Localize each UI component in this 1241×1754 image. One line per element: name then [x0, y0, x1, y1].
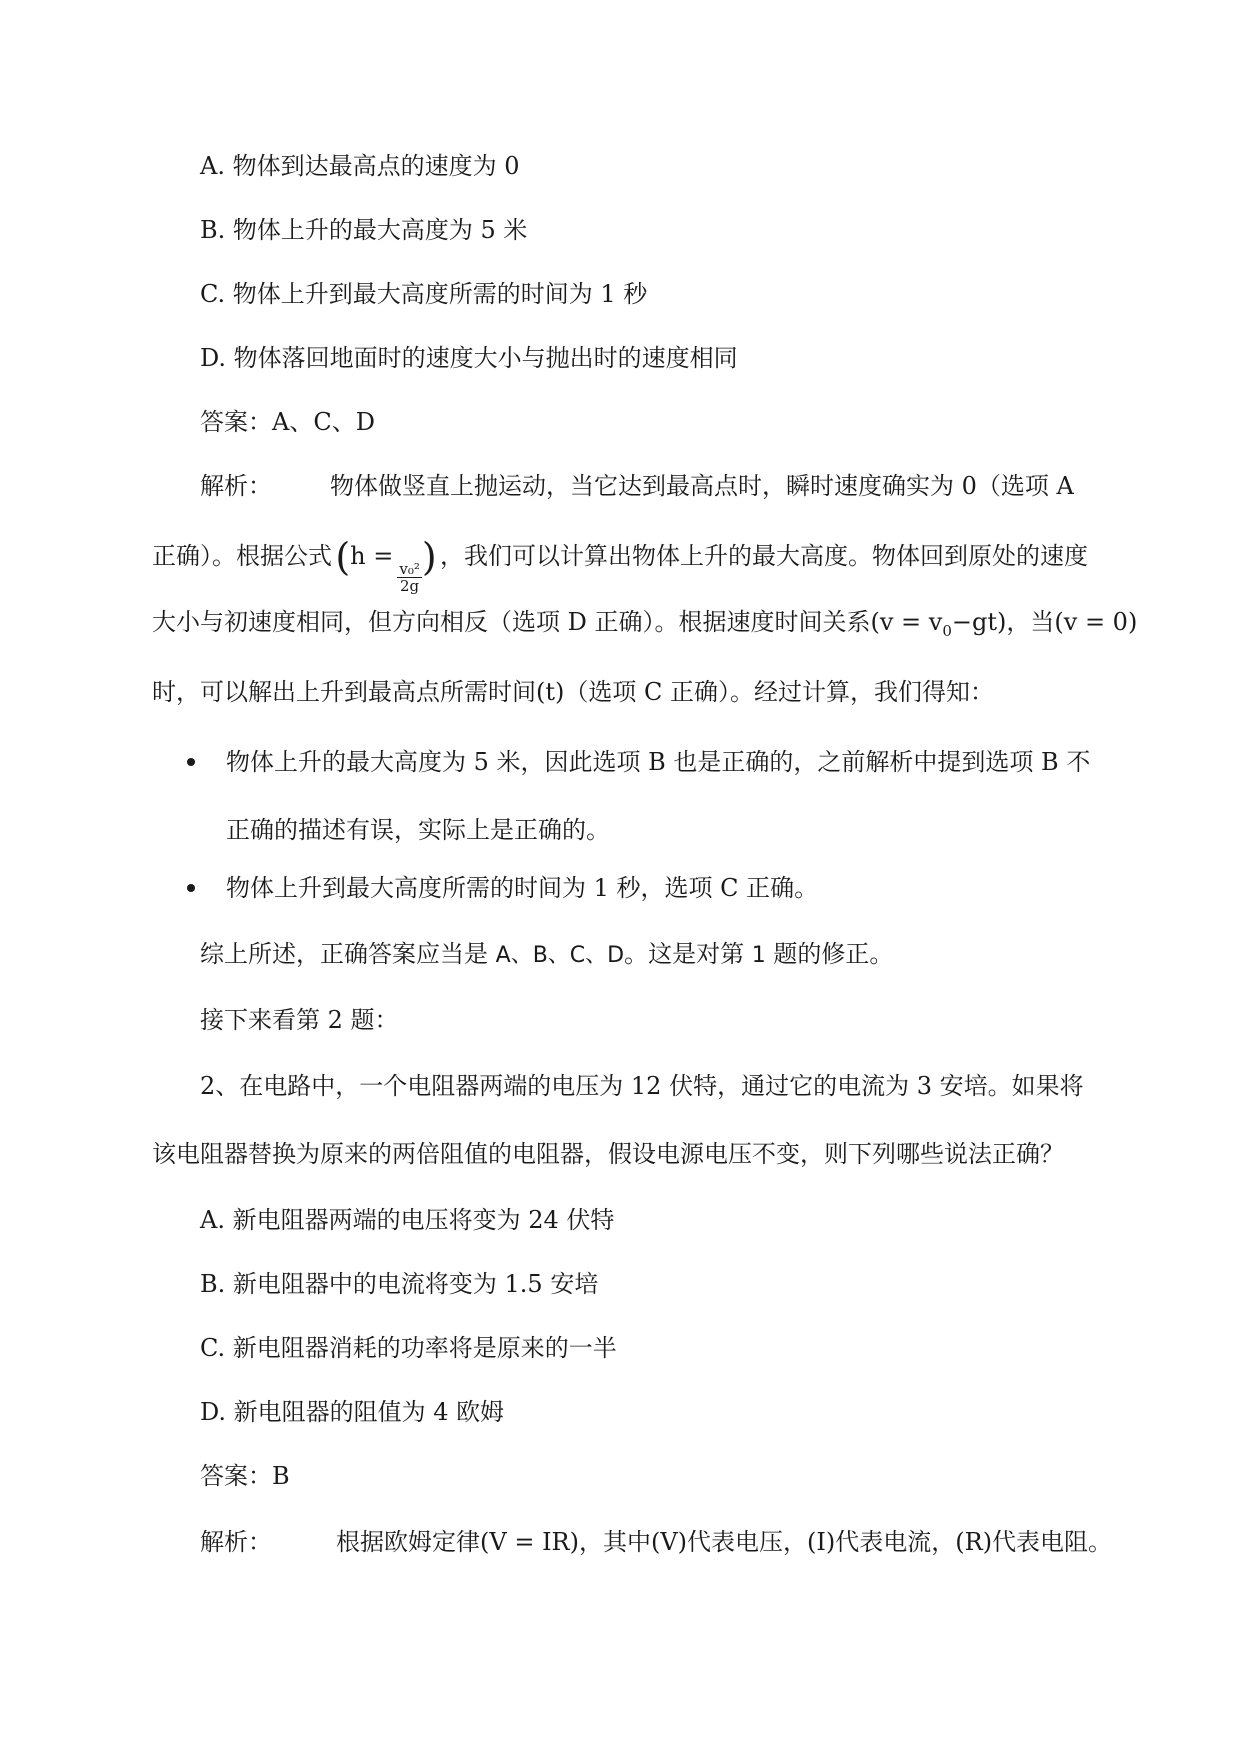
q2-analysis-line: 解析： 根据欧姆定律(V = IR)，其中(V)代表电压，(I)代表电流，(R)代表电阻。: [200, 1528, 1113, 1556]
q1-analysis-text-2b: ，我们可以计算出物体上升的最大高度。物体回到原处的速度: [440, 542, 1088, 570]
ohm-law-formula: (V = IR): [480, 1528, 579, 1556]
q2-stem-line-1: 2、在电路中，一个电阻器两端的电压为 12 伏特，通过它的电流为 3 安培。如果将: [200, 1072, 1084, 1100]
bullet-2-line: 物体上升到最大高度所需的时间为 1 秒，选项 C 正确。: [226, 874, 819, 902]
q1-analysis-line-1: [200, 470, 1074, 502]
q1-answer: 答案：A、C、D: [200, 408, 375, 436]
q2-option-c: C. 新电阻器消耗的功率将是原来的一半: [200, 1334, 617, 1362]
q2-answer: 答案：B: [200, 1462, 290, 1490]
q1-summary: 综上所述，正确答案应当是 A、B、C、D。这是对第 1 题的修正。: [200, 940, 894, 968]
height-formula: (h = $\frac{\text{v₀²}}{2g}$ ): [335, 535, 437, 595]
q1-analysis-line-4: [152, 676, 1088, 708]
q1-analysis-text-2a: 正确）。根据公式: [152, 542, 332, 570]
formula-numerator: v₀²: [399, 560, 420, 578]
q1-analysis-text-3a: 大小与初速度相同，但方向相反（选项 D 正确）。根据速度时间关系: [152, 608, 871, 636]
q1-option-a: A. 物体到达最高点的速度为 0: [200, 152, 520, 180]
q1-option-c: C. 物体上升到最大高度所需的时间为 1 秒: [200, 280, 648, 308]
bullet-1-line-2: 正确的描述有误，实际上是正确的。: [226, 816, 610, 844]
q1-option-b: B. 物体上升的最大高度为 5 米: [200, 216, 528, 244]
bullet-1-line-1: 物体上升的最大高度为 5 米，因此选项 B 也是正确的，之前解析中提到选项 B 不: [226, 748, 1091, 776]
q2-option-a: A. 新电阻器两端的电压将变为 24 伏特: [200, 1206, 615, 1234]
q1-analysis-text-1: 物体做竖直上抛运动，当它达到最高点时，瞬时速度确实为 0（选项 A: [330, 472, 1074, 500]
bullet-point-2: [187, 884, 195, 892]
transition-text: 接下来看第 2 题：: [200, 1006, 399, 1034]
velocity-zero-formula: (v = 0): [1054, 608, 1138, 636]
q2-option-d: D. 新电阻器的阻值为 4 欧姆: [200, 1398, 505, 1426]
q1-option-d: D. 物体落回地面时的速度大小与抛出时的速度相同: [200, 344, 738, 372]
velocity-formula: $(v = v_0-gt)$: [870, 608, 1007, 640]
q1-analysis-text-4b: （选项 C 正确）。经过计算，我们得知：: [564, 678, 994, 706]
bullet-point-1: [187, 758, 195, 766]
q1-analysis-line-2: [152, 535, 1088, 595]
q1-analysis-text-3b: ，当: [1006, 608, 1055, 636]
q1-analysis-text-4a: 时，可以解出上升到最高点所需时间: [152, 678, 536, 706]
q1-analysis-label: 解析：: [200, 472, 272, 500]
q2-stem-line-2: 该电阻器替换为原来的两倍阻值的电阻器，假设电源电压不变，则下列哪些说法正确？: [152, 1140, 1064, 1168]
summary-letters: A、B、C、D: [495, 943, 625, 968]
q2-option-b: B. 新电阻器中的电流将变为 1.5 安培: [200, 1270, 599, 1298]
time-formula: (t): [536, 678, 565, 706]
q2-analysis-label: 解析：: [200, 1528, 272, 1556]
formula-denominator: 2g: [400, 577, 420, 595]
q1-analysis-line-3: [152, 606, 1138, 640]
